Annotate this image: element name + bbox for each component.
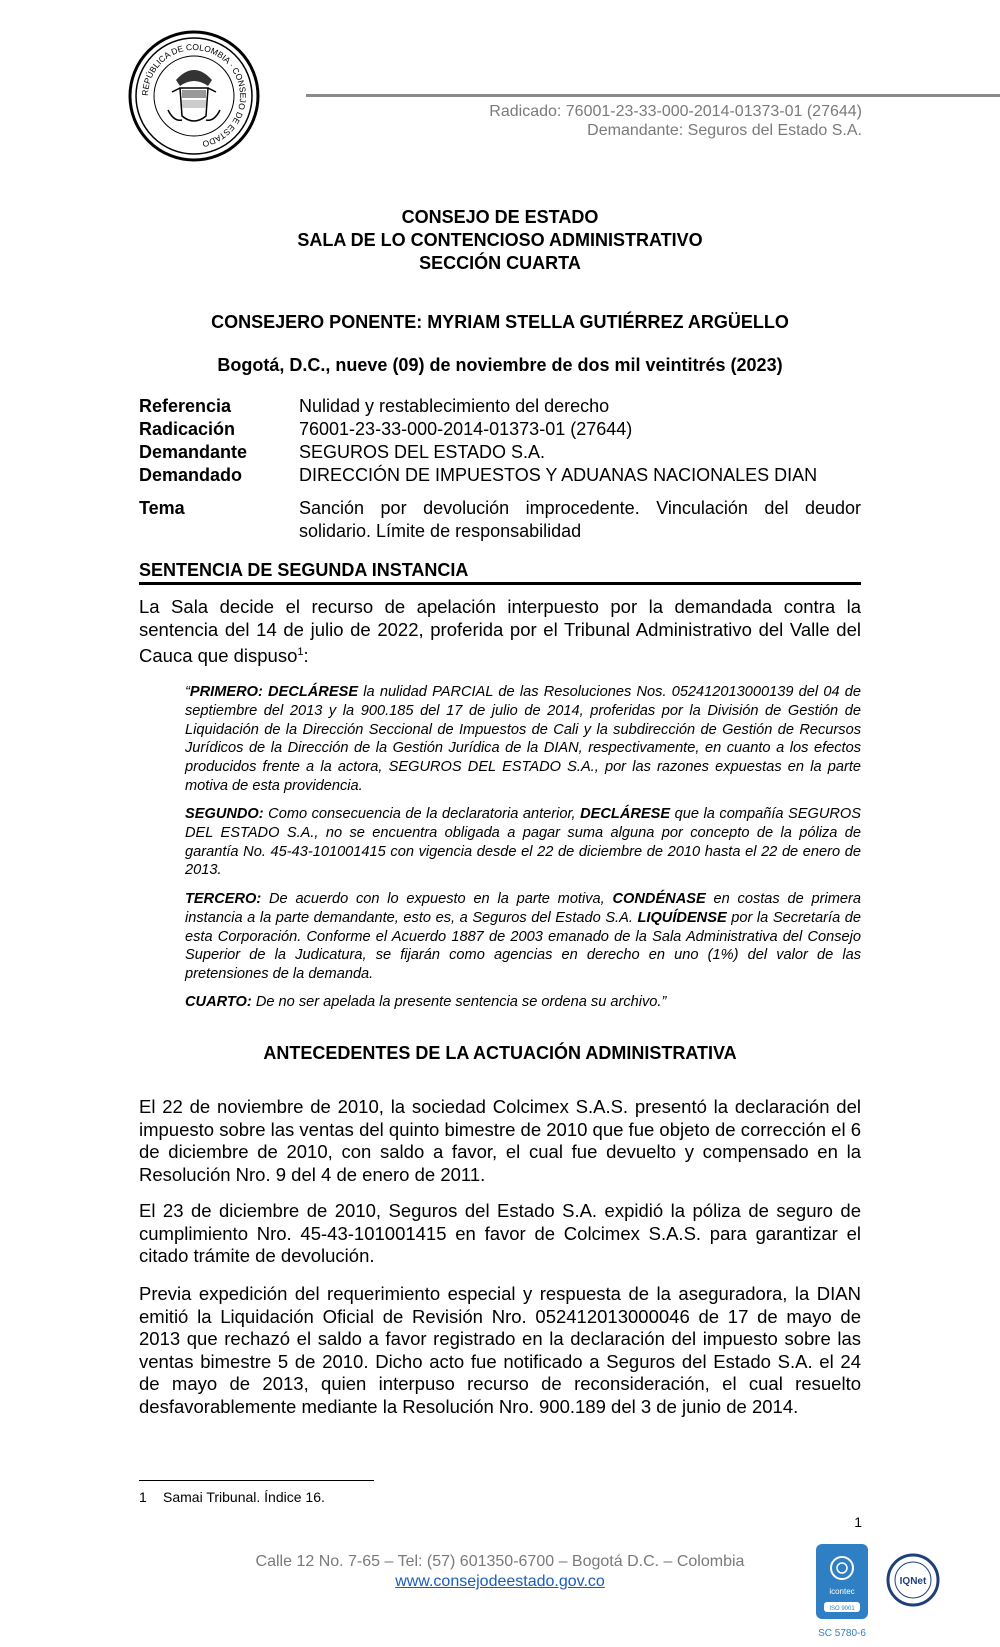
- title-line-2: SALA DE LO CONTENCIOSO ADMINISTRATIVO: [297, 230, 703, 250]
- intro-tail: :: [303, 645, 309, 667]
- demandante-value: SEGUROS DEL ESTADO S.A.: [299, 442, 546, 462]
- consejero-ponente: CONSEJERO PONENTE: MYRIAM STELLA GUTIÉRREZ ARGÜELLO: [211, 312, 789, 332]
- radicacion-key: Radicación: [139, 419, 236, 439]
- demandante-line: Demandante: Seguros del Estado S.A.: [587, 122, 862, 139]
- quote-tercero: [185, 890, 861, 984]
- tema-value: Sanción por devolución improcedente. Vinculación del deudor solidario. Límite de responsabilidad: [299, 498, 861, 541]
- radicacion-value: 76001-23-33-000-2014-01373-01 (27644): [299, 419, 633, 439]
- quote-cuarto-text: De no ser apelada la presente sentencia se ordena su archivo.”: [251, 994, 667, 1010]
- iqnet-text: IQNet: [899, 1576, 927, 1587]
- footnote-separator: [139, 1480, 374, 1481]
- quote-segundo-text-b: que la compañía SEGUROS DEL ESTADO S.A., no se encuentra obligada a pagar suma alguna por concepto de la póliza de garantía No. 45-43-101001415 con vigencia desde el 22 de diciembre de 2010 hasta el 22 de enero de 2013.: [185, 806, 861, 879]
- reference-value: Nulidad y restablecimiento del derecho: [299, 396, 610, 416]
- paragraph-3: Previa expedición del requerimiento especial y respuesta de la aseguradora, la DIAN emitió la Liquidación Oficial de Revisión Nro. 052412013000046 de 17 de mayo de 2013 que rechazó el saldo a favor registrado en la declaración del impuesto sobre las ventas bimestre 5 de 2010. Dicho acto fue notificado a Seguros del Estado S.A. el 24 de mayo de 2013, quien interpuso recurso de reconsideración, el cual resuelto desfavorablemente mediante la Resolución Nro. 900.189 del 3 de junio de 2014.: [139, 1283, 861, 1417]
- footer-address: Calle 12 No. 7-65 – Tel: (57) 601350-6700 – Bogotá D.C. – Colombia: [255, 1553, 745, 1570]
- quote-cuarto-lead: CUARTO:: [185, 994, 252, 1010]
- quote-segundo-bold: DECLÁRESE: [580, 806, 671, 822]
- footnote-text: Samai Tribunal. Índice 16.: [163, 1489, 325, 1505]
- quote-open-mark: “: [185, 684, 190, 700]
- iso-text: ISO 9001: [829, 1606, 855, 1612]
- tema-row: [139, 497, 861, 543]
- quote-primero-lead: PRIMERO: DECLÁRESE: [189, 684, 359, 700]
- quote-tercero-bold-a: CONDÉNASE: [612, 891, 706, 907]
- consejo-de-estado-seal: [128, 30, 260, 162]
- court-title: [0, 206, 1000, 275]
- quote-tercero-lead: TERCERO:: [185, 891, 262, 907]
- tema-key: Tema: [139, 498, 185, 518]
- quote-cuarto: [185, 993, 861, 1012]
- section-title: SENTENCIA DE SEGUNDA INSTANCIA: [139, 559, 861, 585]
- reference-block: [139, 395, 861, 543]
- demandado-value: DIRECCIÓN DE IMPUESTOS Y ADUANAS NACIONALES DIAN: [299, 465, 818, 485]
- intro-paragraph: [139, 596, 861, 668]
- intro-text: La Sala decide el recurso de apelación interpuesto por la demandada contra la sentencia del 14 de julio de 2022, proferida por el Tribunal Administrativo del Valle del Cauca que dispuso: [139, 596, 861, 667]
- antecedentes-title: ANTECEDENTES DE LA ACTUACIÓN ADMINISTRATIVA: [263, 1043, 737, 1063]
- paragraph-1: El 22 de noviembre de 2010, la sociedad Colcimex S.A.S. presentó la declaración del impuesto sobre las ventas del quinto bimestre de 2010 que fue objeto de corrección el 6 de diciembre de 2010, con saldo a favor, el cual fue devuelto y compensado en la Resolución Nro. 9 del 4 de enero de 2011.: [139, 1096, 861, 1185]
- reference-key: Referencia: [139, 396, 232, 416]
- header-rule: [306, 94, 1000, 97]
- footer-website-link[interactable]: www.consejodeestado.gov.co: [395, 1573, 605, 1590]
- quote-tercero-bold-b: LIQUÍDENSE: [637, 909, 727, 926]
- title-line-1: CONSEJO DE ESTADO: [401, 207, 599, 227]
- page-number: 1: [854, 1514, 862, 1530]
- footnote-ref[interactable]: 1: [297, 646, 304, 658]
- quote-segundo-text-a: Como consecuencia de la declaratoria anterior,: [263, 806, 581, 822]
- quote-segundo: [185, 805, 861, 880]
- paragraph-2: El 23 de diciembre de 2010, Seguros del Estado S.A. expidió la póliza de seguro de cumplimiento Nro. 45-43-101001415 en favor de Colcimex S.A.S. para garantizar el citado trámite de devolución.: [139, 1200, 861, 1266]
- seal-text: REPÚBLICA DE COLOMBIA · CONSEJO DE ESTADO: [139, 41, 249, 150]
- quote-primero-text: la nulidad PARCIAL de las Resoluciones Nos. 052412013000139 del 04 de septiembre del 2013 y la 900.185 del 17 de julio de 2014, proferidas por la División de Gestión de Liquidación de la Dirección Seccional de Impuestos de Cali y la subdirección de Gestión de Recursos Jurídicos de la Dirección de la Gestión Jurídica de la DIAN, respectivamente, en cuanto a los efectos producidos frente a la actora, SEGUROS DEL ESTADO S.A., por las razones expuestas en la parte motiva de esta providencia.: [185, 684, 862, 794]
- document-date: Bogotá, D.C., nueve (09) de noviembre de dos mil veintitrés (2023): [217, 355, 783, 375]
- icontec-text: icontec: [829, 1587, 855, 1596]
- demandado-key: Demandado: [139, 465, 243, 485]
- quote-tercero-text-b: en costas de primera instancia a la parte demandante, esto es, a Seguros del Estado S.A.: [185, 891, 861, 926]
- icontec-certification-logo: [816, 1544, 868, 1619]
- radicacion-row: [139, 418, 861, 441]
- demandado-row: [139, 464, 861, 487]
- demandante-row: [139, 441, 861, 464]
- certification-code: SC 5780-6: [818, 1628, 866, 1639]
- footnote: [139, 1489, 325, 1506]
- demandante-key: Demandante: [139, 442, 248, 462]
- quote-segundo-lead: SEGUNDO:: [185, 806, 264, 822]
- header-meta: [489, 102, 862, 140]
- quote-tercero-text-c: por la Secretaría de esta Corporación. Conforme el Acuerdo 1887 de 2003 emanado de la Sala Administrativa del Consejo Superior de la Judicatura, se fijarán como agencias en derecho en uno (1%) del valor de las pretensiones de la demanda.: [185, 909, 862, 983]
- title-line-3: SECCIÓN CUARTA: [419, 253, 581, 273]
- reference-row: [139, 395, 861, 418]
- quote-tercero-text-a: De acuerdo con lo expuesto en la parte motiva,: [261, 891, 613, 907]
- quote-primero: [185, 683, 861, 796]
- iqnet-logo: [886, 1553, 940, 1607]
- footnote-number: 1: [139, 1489, 147, 1505]
- radicado-line: Radicado: 76001-23-33-000-2014-01373-01 (27644): [489, 103, 862, 120]
